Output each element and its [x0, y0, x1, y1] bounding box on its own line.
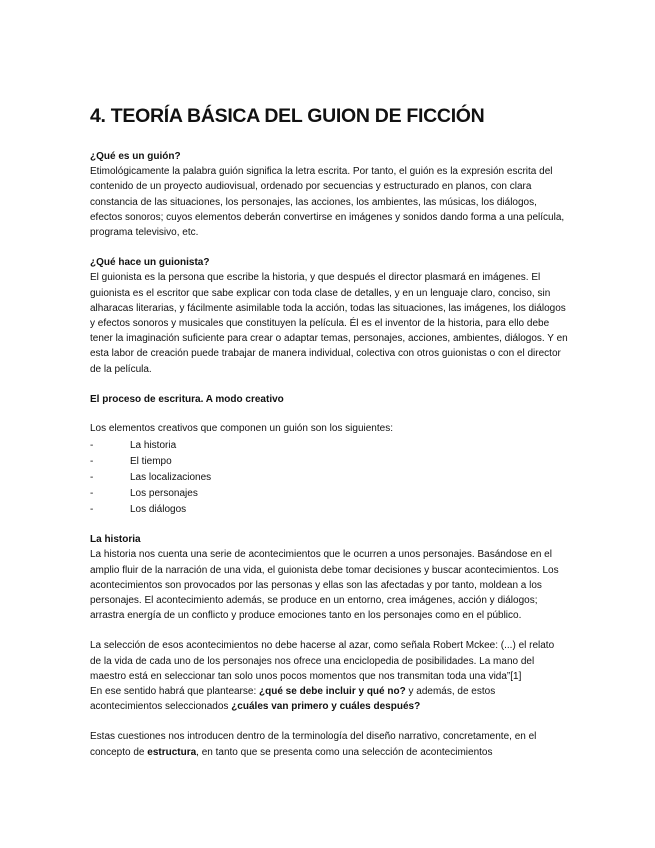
list-item	[90, 438, 568, 454]
paragraph-historia-4	[90, 729, 568, 759]
footnote-link[interactable]: [1]	[510, 670, 522, 682]
heading-que-hace: ¿Qué hace un guionista?	[90, 257, 210, 269]
list-item-label: Los diálogos	[130, 504, 187, 516]
list-item-label: El tiempo	[130, 456, 172, 468]
list-item-label: Los personajes	[130, 488, 198, 500]
elements-list	[90, 438, 568, 518]
emphasis-estructura: estructura	[147, 746, 197, 758]
heading-que-es: ¿Qué es un guión?	[90, 151, 181, 162]
paragraph-proceso-intro: Los elementos creativos que componen un guión son los siguientes:	[90, 423, 393, 435]
paragraph-historia-3-text: En ese sentido habrá que plantearse:	[90, 686, 260, 698]
paragraph-historia-2-text: La selección de esos acontecimientos no debe hacerse al azar, como señala Robert Mckee: (...) el relato de la vida de cada uno de los personajes nos ofrece una enciclopedia de posibilidades. La mano del maestro está en seleccionar tan solo unos pocos momentos que nos transmitan toda una vida”	[90, 640, 555, 682]
document-content	[90, 104, 568, 760]
list-item-label: La historia	[130, 440, 177, 452]
section-que-hace	[90, 255, 568, 377]
heading-proceso: El proceso de escritura. A modo creativo	[90, 393, 284, 405]
paragraph-que-hace: El guionista es la persona que escribe la historia, y que después el director plasmará en imágenes. El guionista es el escritor que sabe explicar con toda clase de detalles, y en un lenguaje claro, conciso, sin alharacas literarias, y fácilmente asimilable toda la acción, todas las situaciones, las imágenes, los diálogos y efectos sonoros y musicales que constituyen la película. Él es el inventor de la historia, para ello debe tener la imaginación suficiente para crear o adaptar temas, personajes, acciones, ambientes, diálogos. Y en esta labor de creación puede trabajar de manera individual, colectiva con otros guionistas o con el director de la película.	[90, 272, 568, 375]
paragraph-historia-3	[90, 684, 568, 714]
paragraph-historia-1: La historia nos cuenta una serie de acontecimientos que le ocurren a unos personajes. Basándose en el amplio fluir de la narración de una vida, el guionista debe tomar decisiones y buscar acontecimientos. Los acontecimientos son provocados por las personas y ellas son las afectadas y por tanto, moldean a los personajes. El acontecimiento además, se produce en un entorno, crea imágenes, acción y diálogos; arrastra energía de un conflicto y produce emociones tanto en los personajes como en el público.	[90, 549, 559, 622]
emphasis-question-2: ¿cuáles van primero y cuáles después?	[231, 701, 421, 713]
list-item	[90, 502, 568, 518]
list-item	[90, 486, 568, 502]
bullet-dash: -	[90, 472, 94, 484]
bullet-dash: -	[90, 456, 94, 468]
section-historia	[90, 532, 568, 760]
paragraph-historia-4-text: Estas cuestiones nos introducen dentro de la terminología del diseño narrativo, concretamente, en el concepto de	[90, 731, 537, 758]
section-proceso	[90, 392, 568, 518]
bullet-dash: -	[90, 504, 94, 516]
bullet-dash: -	[90, 440, 94, 452]
page-title: 4. TEORÍA BÁSICA DEL GUION DE FICCIÓN	[90, 105, 485, 127]
paragraph-historia-2	[90, 638, 568, 684]
list-item-label: Las localizaciones	[130, 472, 212, 484]
paragraph-que-es: Etimológicamente la palabra guión significa la letra escrita. Por tanto, el guión es la expresión escrita del contenido de un proyecto audiovisual, ordenado por secuencias y estructurado en planos, con clara constancia de las situaciones, los personajes, las acciones, los ambientes, las músicas, los diálogos, efectos sonoros; cuyos elementos deberán convertirse en imágenes y sonidos dando forma a una película, programa televisivo, etc.	[90, 166, 565, 239]
bullet-dash: -	[90, 488, 94, 500]
emphasis-question-1: ¿qué se debe incluir y qué no?	[259, 686, 406, 698]
list-item	[90, 454, 568, 470]
paragraph-historia-4-text: , en tanto que se presenta como una selección de acontecimientos	[196, 746, 493, 758]
section-que-es	[90, 149, 568, 240]
list-item	[90, 470, 568, 486]
paragraph-historia-3-text: y además, de estos acontecimientos seleccionados	[90, 686, 496, 713]
heading-historia: La historia	[90, 534, 141, 546]
